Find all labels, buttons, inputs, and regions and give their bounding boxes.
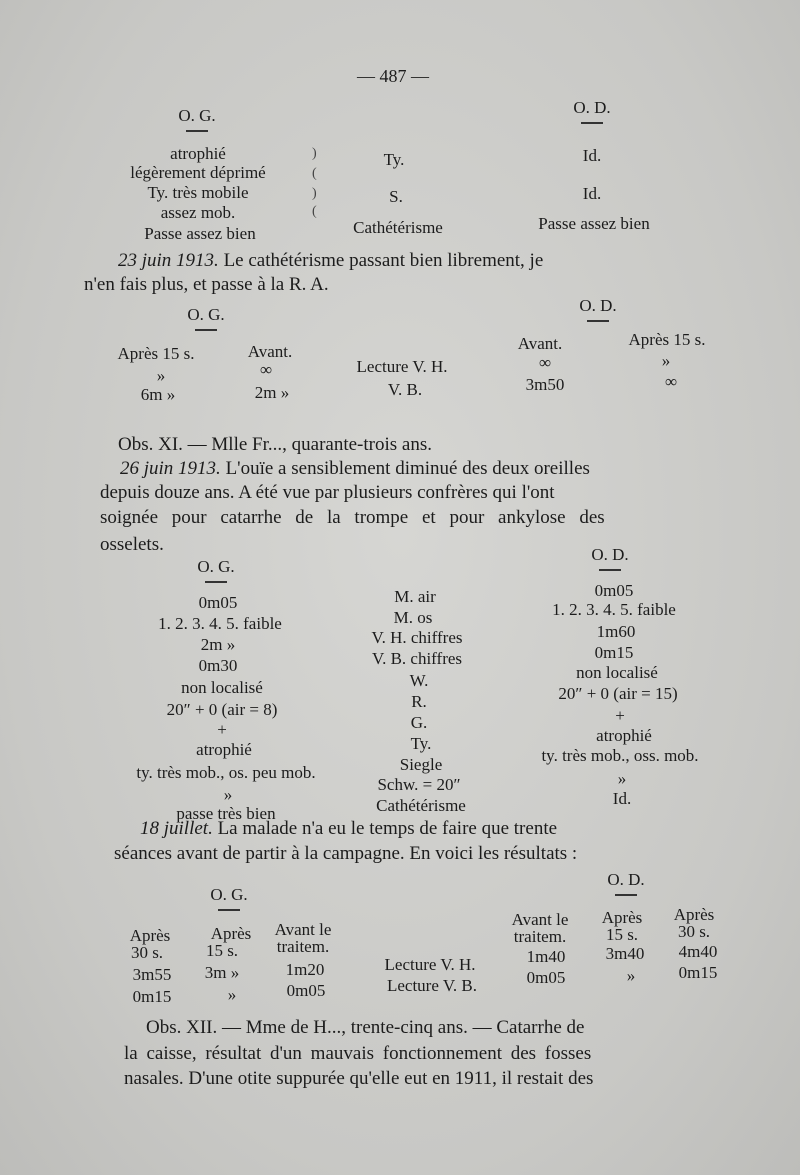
t1-mid-1: S. [389, 187, 403, 206]
t2-mid-2: V. B. [387, 380, 423, 399]
t4-og-r2-c3: 0m05 [286, 981, 326, 1000]
t1-og-rule [186, 130, 208, 132]
t4-og-r1-c2: 3m » [204, 963, 240, 982]
t3-mid-9: Schw. = 20″ [377, 775, 461, 794]
brace-mark: ) [312, 146, 317, 161]
t4-od-rule [615, 894, 637, 896]
obs-11-line-3: soignée pour catarrhe de la trompe et pour ankylose des [100, 507, 605, 528]
t4-od-r1-c3: 4m40 [678, 942, 718, 961]
t4-og-r1-c1: 3m55 [132, 965, 172, 984]
t3-mid-0: M. air [394, 587, 436, 606]
t3-left-0: 0m05 [198, 593, 238, 612]
t3-right-9: » [617, 769, 627, 788]
t4-og-h1-b: 30 s. [130, 943, 164, 962]
t3-left-10: passe très bien [176, 804, 276, 823]
t4-od-r2-c2: » [626, 966, 636, 985]
t4-od-r1-c1: 1m40 [526, 947, 566, 966]
t4-od-h3-a: Après [673, 905, 715, 924]
t1-mid-0: Ty. [383, 150, 405, 169]
t4-og-h3-b: traitem. [276, 937, 330, 956]
t4-og-h2-b: 15 s. [205, 941, 239, 960]
t3-mid-5: R. [411, 692, 427, 711]
t3-od-header: O. D. [591, 545, 629, 564]
t3-right-3: 0m15 [594, 643, 634, 662]
t4-og-rule [218, 909, 240, 911]
t3-left-6: + [217, 720, 227, 739]
t3-right-0: 0m05 [594, 581, 634, 600]
t2-og-r1c2: ∞ [259, 360, 273, 379]
t3-left-8: ty. très mob., os. peu mob. [136, 763, 316, 782]
t3-left-2: 2m » [200, 635, 236, 654]
t2-od-header: O. D. [579, 296, 617, 315]
t1-left-4: Passe assez bien [144, 224, 256, 243]
t1-right-2: Passe assez bien [538, 214, 650, 233]
t3-mid-4: W. [409, 671, 429, 690]
brace-mark: ( [312, 204, 317, 219]
t3-mid-3: V. B. chiffres [371, 649, 463, 668]
t4-mid-1: Lecture V. H. [384, 955, 476, 974]
t1-mid-2: Cathétérisme [353, 218, 443, 237]
t3-mid-8: Siegle [399, 755, 443, 774]
page-number: — 487 — [357, 66, 429, 86]
date-18-juillet: 18 juillet. [140, 818, 213, 839]
t3-right-10: Id. [612, 789, 632, 808]
t4-od-h1-a: Avant le [511, 910, 569, 929]
obs-11-heading: Obs. XI. — Mlle Fr..., quarante-trois ans. [118, 434, 432, 455]
t2-mid-1: Lecture V. H. [356, 357, 448, 376]
t4-od-h1-b: traitem. [513, 927, 567, 946]
t3-right-8: ty. très mob., oss. mob. [541, 746, 699, 765]
t2-od-r2c2: ∞ [664, 372, 678, 391]
t2-od-col1-header: Avant. [517, 334, 563, 353]
brace-mark: ( [312, 166, 317, 181]
t2-og-col2-header: Avant. [247, 342, 293, 361]
para-1-line-2: n'en fais plus, et passe à la R. A. [84, 274, 329, 295]
obs-11-line-1 [120, 458, 590, 480]
t3-right-6: + [615, 706, 625, 725]
para-2-line-2: séances avant de partir à la campagne. En voici les résultats : [114, 843, 578, 864]
t3-left-9: » [223, 785, 233, 804]
para-2-line-1 [140, 818, 557, 840]
t2-og-r1c1: » [156, 366, 166, 385]
t4-og-r1-c3: 1m20 [285, 960, 325, 979]
obs-11-line-2: depuis douze ans. A été vue par plusieurs confrères qui l'ont [100, 482, 555, 503]
t4-mid-2: Lecture V. B. [386, 976, 478, 995]
t3-og-header: O. G. [197, 557, 235, 576]
t3-left-3: 0m30 [198, 656, 238, 675]
t3-mid-10: Cathétérisme [376, 796, 466, 815]
t2-og-col1-header: Après 15 s. [117, 344, 195, 363]
t2-og-rule [195, 329, 217, 331]
t2-od-r1c2: » [661, 351, 671, 370]
brace-mark: ) [312, 186, 317, 201]
t4-og-h2-a: Après [210, 924, 252, 943]
para-1-text: Le cathétérisme passant bien librement, je [218, 250, 544, 271]
obs-12-line-3: nasales. D'une otite suppurée qu'elle eut en 1911, il restait des [124, 1068, 594, 1089]
t3-od-rule [599, 569, 621, 571]
t4-od-r2-c1: 0m05 [526, 968, 566, 987]
t2-od-r2c1: 3m50 [525, 375, 565, 394]
t3-left-4: non localisé [181, 678, 263, 697]
obs-12-line-1: Obs. XII. — Mme de H..., trente-cinq ans. — Catarrhe de [146, 1017, 585, 1038]
t4-og-r2-c1: 0m15 [132, 987, 172, 1006]
t3-mid-1: M. os [393, 608, 433, 627]
t3-mid-7: Ty. [410, 734, 432, 753]
t4-od-h2-b: 15 s. [605, 925, 639, 944]
t1-og-header: O. G. [178, 106, 216, 125]
t3-mid-2: V. H. chiffres [371, 628, 463, 647]
t4-og-header: O. G. [210, 885, 248, 904]
para-2-text: La malade n'a eu le temps de faire que trente [212, 818, 558, 839]
t4-og-h1-a: Après [129, 926, 171, 945]
t2-od-r1c1: ∞ [538, 353, 552, 372]
t3-mid-6: G. [410, 713, 428, 732]
t3-right-7: atrophié [596, 726, 652, 745]
t3-og-rule [205, 581, 227, 583]
t3-left-1: 1. 2. 3. 4. 5. faible [158, 614, 282, 633]
t4-od-r1-c2: 3m40 [605, 944, 645, 963]
t2-og-r2c1: 6m » [140, 385, 176, 404]
t1-od-rule [581, 122, 603, 124]
t3-right-2: 1m60 [596, 622, 636, 641]
t4-og-h3-a: Avant le [274, 920, 332, 939]
t4-od-h3-b: 30 s. [677, 922, 711, 941]
t1-left-2: Ty. très mobile [147, 183, 249, 202]
t1-left-3: assez mob. [160, 203, 236, 222]
t2-od-col2-header: Après 15 s. [628, 330, 706, 349]
t2-og-header: O. G. [187, 305, 225, 324]
t2-od-rule [587, 320, 609, 322]
t3-right-4: non localisé [576, 663, 658, 682]
t3-left-7: atrophié [196, 740, 252, 759]
obs-11-text: L'ouïe a sensiblement diminué des deux oreilles [220, 458, 590, 479]
t3-left-5: 20″ + 0 (air = 8) [166, 700, 278, 719]
t4-od-header: O. D. [607, 870, 645, 889]
obs-11-line-4: osselets. [100, 534, 164, 555]
t1-od-header: O. D. [573, 98, 611, 117]
para-1-line-1 [118, 250, 543, 272]
t1-right-0: Id. [582, 146, 602, 165]
date-23-juin: 23 juin 1913. [118, 250, 219, 271]
obs-12-line-2: la caisse, résultat d'un mauvais fonctionnement des fosses [124, 1043, 592, 1064]
t1-left-1: légèrement déprimé [130, 163, 266, 182]
t3-right-5: 20″ + 0 (air = 15) [558, 684, 678, 703]
t4-od-h2-a: Après [601, 908, 643, 927]
t1-left-0: atrophié [170, 144, 226, 163]
t3-right-1: 1. 2. 3. 4. 5. faible [552, 600, 676, 619]
date-26-juin: 26 juin 1913. [120, 458, 221, 479]
t1-right-1: Id. [582, 184, 602, 203]
t4-od-r2-c3: 0m15 [678, 963, 718, 982]
t4-og-r2-c2: » [227, 985, 237, 1004]
t2-og-r2c2: 2m » [254, 383, 290, 402]
